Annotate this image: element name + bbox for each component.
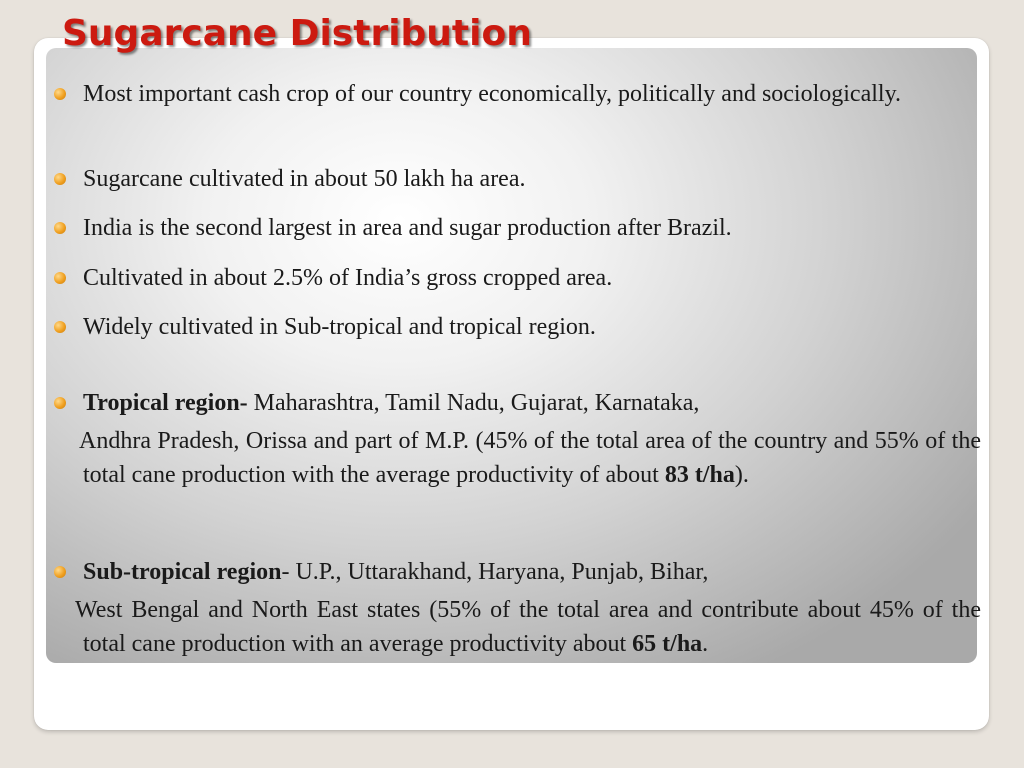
bullet-dot-icon (54, 272, 66, 284)
tropical-continuation (79, 424, 981, 492)
bullet-text: Cultivated in about 2.5% of India’s gross cropped area. (83, 265, 613, 291)
bullet-item (83, 162, 981, 196)
bullet-text: Sugarcane cultivated in about 50 lakh ha area. (83, 166, 526, 192)
bullet-dot-icon (54, 222, 66, 234)
bullet-dot-icon (54, 566, 66, 578)
bullet-item-subtropical (83, 555, 981, 589)
bullet-text: Most important cash crop of our country economically, politically and sociologically. (83, 81, 902, 107)
slide-title: Sugarcane Distribution (62, 13, 532, 54)
bullet-dot-icon (54, 88, 66, 100)
continuation-end: ). (734, 462, 749, 488)
bullet-bold-label: Sub-tropical region (83, 559, 282, 585)
subtropical-continuation (75, 593, 981, 661)
bullet-item (83, 211, 981, 245)
bullet-text: Maharashtra, Tamil Nadu, Gujarat, Karnataka, (247, 390, 700, 416)
bullet-item-tropical (83, 386, 981, 420)
bullet-text: - U.P., Uttarakhand, Haryana, Punjab, Bihar, (281, 559, 709, 585)
bullet-item (83, 261, 981, 295)
bullet-item (83, 77, 981, 111)
bullet-dot-icon (54, 397, 66, 409)
bullet-text: India is the second largest in area and sugar production after Brazil. (83, 215, 732, 241)
bullet-dot-icon (54, 173, 66, 185)
bullet-dot-icon (54, 321, 66, 333)
bullet-text: Widely cultivated in Sub-tropical and tropical region. (83, 314, 596, 340)
bullet-bold-label: Tropical region- (83, 390, 248, 416)
productivity-value: 65 t/ha (632, 631, 703, 657)
continuation-text: West Bengal and North East states (55% of the total area and contribute about 45% of the total cane production with an average productivity about (75, 597, 981, 657)
continuation-end: . (702, 631, 709, 657)
bullet-item (83, 310, 981, 344)
productivity-value: 83 t/ha (664, 462, 735, 488)
continuation-text: Andhra Pradesh, Orissa and part of M.P. (45% of the total area of the country and 55% of the total cane production with the average productivity of about (79, 428, 981, 488)
